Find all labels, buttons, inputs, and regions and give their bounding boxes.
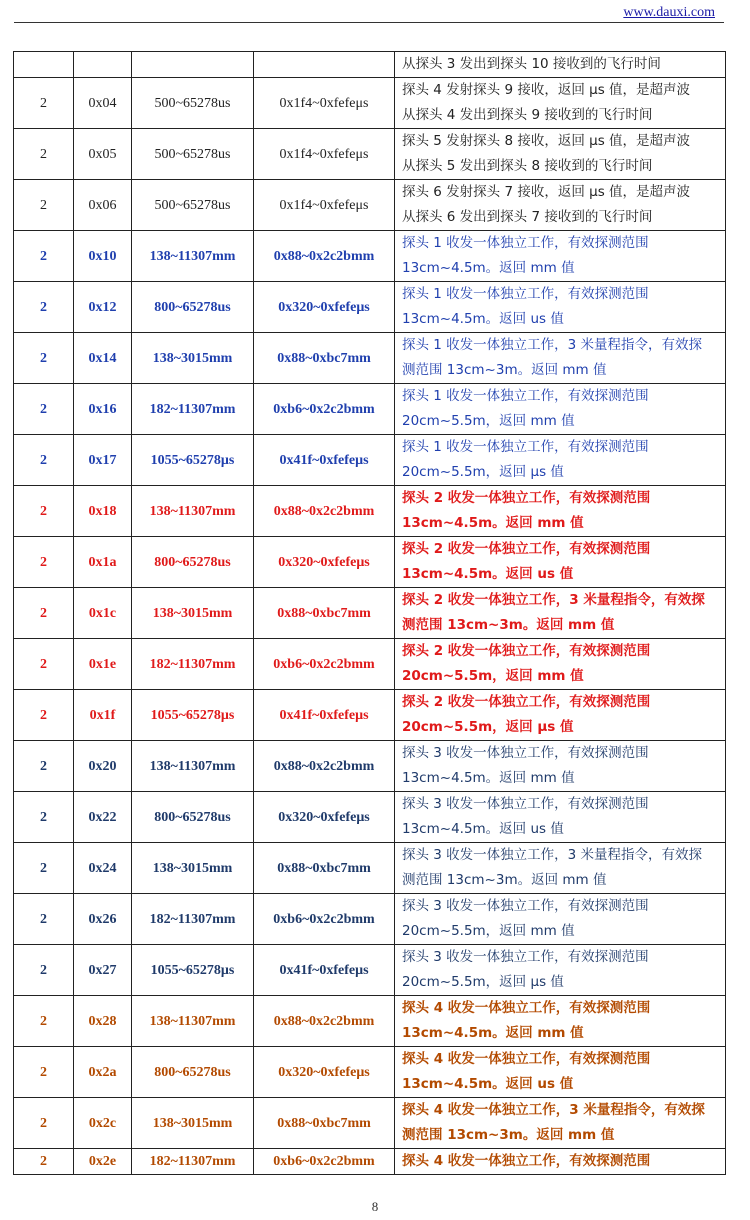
cell-hex-range: 0x88~0x2c2bmm [254,741,395,792]
cell-bytes: 2 [14,588,74,639]
cell-hex-range: 0x41f~0xfefeμs [254,945,395,996]
cell-command: 0x1c [74,588,132,639]
cell-hex-range [254,52,395,78]
description-line: 13cm~4.5m。返回 mm 值 [402,1025,584,1041]
description-line: 测范围 13cm~3m。返回 mm 值 [402,1127,615,1143]
cell-range: 138~11307mm [132,741,254,792]
description-line: 从探头 6 发出到探头 7 接收到的飞行时间 [402,209,653,225]
description-line: 探头 1 收发一体独立工作，有效探测范围 [402,235,649,251]
cell-range: 800~65278us [132,1047,254,1098]
cell-description [395,486,726,537]
cell-description [395,1098,726,1149]
cell-description [395,129,726,180]
description-line: 探头 4 收发一体独立工作，有效探测范围 [402,1000,651,1016]
page-number: 8 [371,1199,379,1214]
description-line: 探头 2 收发一体独立工作，3 米量程指令，有效探 [402,592,705,608]
cell-bytes: 2 [14,435,74,486]
table-row [14,945,726,996]
table-row [14,741,726,792]
cell-bytes: 2 [14,180,74,231]
table-row [14,690,726,741]
table-row [14,78,726,129]
cell-description [395,741,726,792]
description-line: 13cm~4.5m。返回 mm 值 [402,770,575,786]
cell-description [395,894,726,945]
cell-bytes: 2 [14,78,74,129]
cell-range: 800~65278us [132,792,254,843]
cell-command: 0x27 [74,945,132,996]
cell-bytes: 2 [14,639,74,690]
cell-hex-range: 0x1f4~0xfefeμs [254,129,395,180]
cell-command: 0x17 [74,435,132,486]
description-line: 从探头 5 发出到探头 8 接收到的飞行时间 [402,158,653,174]
description-line: 探头 4 收发一体独立工作，有效探测范围 [402,1153,651,1169]
cell-bytes: 2 [14,486,74,537]
cell-command: 0x26 [74,894,132,945]
cell-command: 0x1f [74,690,132,741]
table-row [14,129,726,180]
cell-command: 0x28 [74,996,132,1047]
cell-hex-range: 0x88~0xbc7mm [254,588,395,639]
cell-range: 138~3015mm [132,333,254,384]
description-line: 探头 2 收发一体独立工作，有效探测范围 [402,694,651,710]
table-row [14,384,726,435]
description-line: 20cm~5.5m，返回 μs 值 [402,464,564,480]
cell-command: 0x2a [74,1047,132,1098]
cell-command: 0x1a [74,537,132,588]
description-line: 测范围 13cm~3m。返回 mm 值 [402,872,607,888]
description-line: 20cm~5.5m，返回 μs 值 [402,974,564,990]
table-row [14,537,726,588]
table-row [14,231,726,282]
cell-command: 0x1e [74,639,132,690]
description-line: 测范围 13cm~3m。返回 mm 值 [402,362,607,378]
table-row [14,639,726,690]
cell-command: 0x24 [74,843,132,894]
cell-command: 0x06 [74,180,132,231]
cell-command: 0x10 [74,231,132,282]
cell-description [395,1149,726,1175]
cell-hex-range: 0x1f4~0xfefeμs [254,180,395,231]
description-line: 20cm~5.5m，返回 mm 值 [402,668,584,684]
cell-range: 138~11307mm [132,231,254,282]
cell-hex-range: 0x320~0xfefeμs [254,792,395,843]
cell-description [395,537,726,588]
cell-command: 0x2c [74,1098,132,1149]
table-row [14,1149,726,1175]
cell-bytes: 2 [14,1149,74,1175]
cell-range: 138~11307mm [132,996,254,1047]
description-line: 13cm~4.5m。返回 us 值 [402,311,564,327]
cell-bytes: 2 [14,384,74,435]
cell-bytes: 2 [14,1098,74,1149]
cell-command: 0x2e [74,1149,132,1175]
cell-description [395,792,726,843]
description-line: 探头 1 收发一体独立工作，有效探测范围 [402,439,649,455]
table-row [14,52,726,78]
cell-hex-range: 0x88~0xbc7mm [254,1098,395,1149]
cell-range: 800~65278us [132,282,254,333]
cell-description [395,1047,726,1098]
cell-description [395,690,726,741]
cell-hex-range: 0x1f4~0xfefeμs [254,78,395,129]
description-line: 探头 4 发射探头 9 接收，返回 μs 值，是超声波 [402,82,691,98]
cell-command [74,52,132,78]
description-line: 13cm~4.5m。返回 us 值 [402,566,574,582]
cell-range: 800~65278us [132,537,254,588]
cell-range: 500~65278us [132,180,254,231]
cell-description [395,231,726,282]
cell-bytes: 2 [14,945,74,996]
cell-hex-range: 0xb6~0x2c2bmm [254,894,395,945]
cell-command: 0x20 [74,741,132,792]
table-row [14,894,726,945]
table-row [14,435,726,486]
cell-bytes: 2 [14,690,74,741]
description-line: 13cm~4.5m。返回 us 值 [402,1076,574,1092]
cell-description [395,180,726,231]
cell-range: 1055~65278μs [132,435,254,486]
description-line: 从探头 4 发出到探头 9 接收到的飞行时间 [402,107,653,123]
description-line: 探头 4 收发一体独立工作，有效探测范围 [402,1051,651,1067]
description-line: 探头 2 收发一体独立工作，有效探测范围 [402,541,651,557]
cell-description [395,282,726,333]
cell-hex-range: 0x88~0x2c2bmm [254,231,395,282]
description-line: 探头 3 收发一体独立工作，有效探测范围 [402,949,649,965]
description-line: 从探头 3 发出到探头 10 接收到的飞行时间 [402,56,661,72]
description-line: 探头 1 收发一体独立工作，3 米量程指令，有效探 [402,337,703,353]
cell-command: 0x18 [74,486,132,537]
table-row [14,486,726,537]
description-line: 探头 2 收发一体独立工作，有效探测范围 [402,490,651,506]
description-line: 测范围 13cm~3m。返回 mm 值 [402,617,615,633]
cell-bytes: 2 [14,333,74,384]
description-line: 20cm~5.5m，返回 mm 值 [402,413,575,429]
table-row [14,282,726,333]
cell-description [395,639,726,690]
cell-hex-range: 0x41f~0xfefeμs [254,690,395,741]
description-line: 探头 3 收发一体独立工作，3 米量程指令，有效探 [402,847,703,863]
cell-range: 500~65278us [132,129,254,180]
cell-range: 182~11307mm [132,384,254,435]
description-line: 13cm~4.5m。返回 mm 值 [402,260,575,276]
cell-description [395,333,726,384]
cell-range: 182~11307mm [132,1149,254,1175]
table-row [14,588,726,639]
cell-hex-range: 0x88~0xbc7mm [254,333,395,384]
cell-range: 182~11307mm [132,639,254,690]
cell-bytes: 2 [14,894,74,945]
description-line: 探头 4 收发一体独立工作，3 米量程指令，有效探 [402,1102,705,1118]
cell-range: 138~3015mm [132,1098,254,1149]
cell-range: 138~11307mm [132,486,254,537]
description-line: 探头 5 发射探头 8 接收，返回 μs 值，是超声波 [402,133,691,149]
description-line: 20cm~5.5m，返回 mm 值 [402,923,575,939]
cell-bytes: 2 [14,231,74,282]
cell-command: 0x05 [74,129,132,180]
table-row [14,792,726,843]
table-row [14,180,726,231]
description-line: 探头 2 收发一体独立工作，有效探测范围 [402,643,651,659]
cell-hex-range: 0x41f~0xfefeμs [254,435,395,486]
description-line: 13cm~4.5m。返回 mm 值 [402,515,584,531]
cell-range: 138~3015mm [132,843,254,894]
cell-hex-range: 0x88~0xbc7mm [254,843,395,894]
cell-range: 1055~65278μs [132,945,254,996]
cell-description [395,843,726,894]
description-line: 探头 1 收发一体独立工作，有效探测范围 [402,388,649,404]
cell-bytes: 2 [14,843,74,894]
cell-bytes: 2 [14,741,74,792]
cell-description [395,588,726,639]
cell-description [395,435,726,486]
cell-description [395,52,726,78]
description-line: 探头 3 收发一体独立工作，有效探测范围 [402,745,649,761]
cell-bytes: 2 [14,129,74,180]
cell-bytes: 2 [14,1047,74,1098]
cell-bytes: 2 [14,537,74,588]
cell-bytes [14,52,74,78]
description-line: 探头 6 发射探头 7 接收，返回 μs 值，是超声波 [402,184,691,200]
table-row [14,1098,726,1149]
cell-hex-range: 0x320~0xfefeμs [254,537,395,588]
cell-command: 0x16 [74,384,132,435]
description-line: 探头 3 收发一体独立工作，有效探测范围 [402,898,649,914]
command-spec-table [13,51,726,1175]
cell-description [395,384,726,435]
table-row [14,996,726,1047]
cell-bytes: 2 [14,282,74,333]
cell-description [395,78,726,129]
cell-command: 0x04 [74,78,132,129]
description-line: 20cm~5.5m，返回 μs 值 [402,719,574,735]
cell-bytes: 2 [14,996,74,1047]
header-divider [14,22,724,23]
header-website-link[interactable]: www.dauxi.com [623,5,715,20]
cell-command: 0x22 [74,792,132,843]
table-row [14,1047,726,1098]
cell-hex-range: 0xb6~0x2c2bmm [254,384,395,435]
cell-hex-range: 0x88~0x2c2bmm [254,996,395,1047]
description-line: 探头 1 收发一体独立工作，有效探测范围 [402,286,649,302]
table-row [14,843,726,894]
cell-command: 0x12 [74,282,132,333]
cell-range: 182~11307mm [132,894,254,945]
cell-hex-range: 0xb6~0x2c2bmm [254,639,395,690]
cell-bytes: 2 [14,792,74,843]
cell-range: 1055~65278μs [132,690,254,741]
cell-command: 0x14 [74,333,132,384]
description-line: 探头 3 收发一体独立工作，有效探测范围 [402,796,649,812]
cell-range [132,52,254,78]
description-line: 13cm~4.5m。返回 us 值 [402,821,564,837]
cell-hex-range: 0x320~0xfefeμs [254,282,395,333]
table-row [14,333,726,384]
cell-description [395,996,726,1047]
cell-hex-range: 0x320~0xfefeμs [254,1047,395,1098]
cell-description [395,945,726,996]
cell-range: 138~3015mm [132,588,254,639]
cell-hex-range: 0xb6~0x2c2bmm [254,1149,395,1175]
cell-range: 500~65278us [132,78,254,129]
cell-hex-range: 0x88~0x2c2bmm [254,486,395,537]
